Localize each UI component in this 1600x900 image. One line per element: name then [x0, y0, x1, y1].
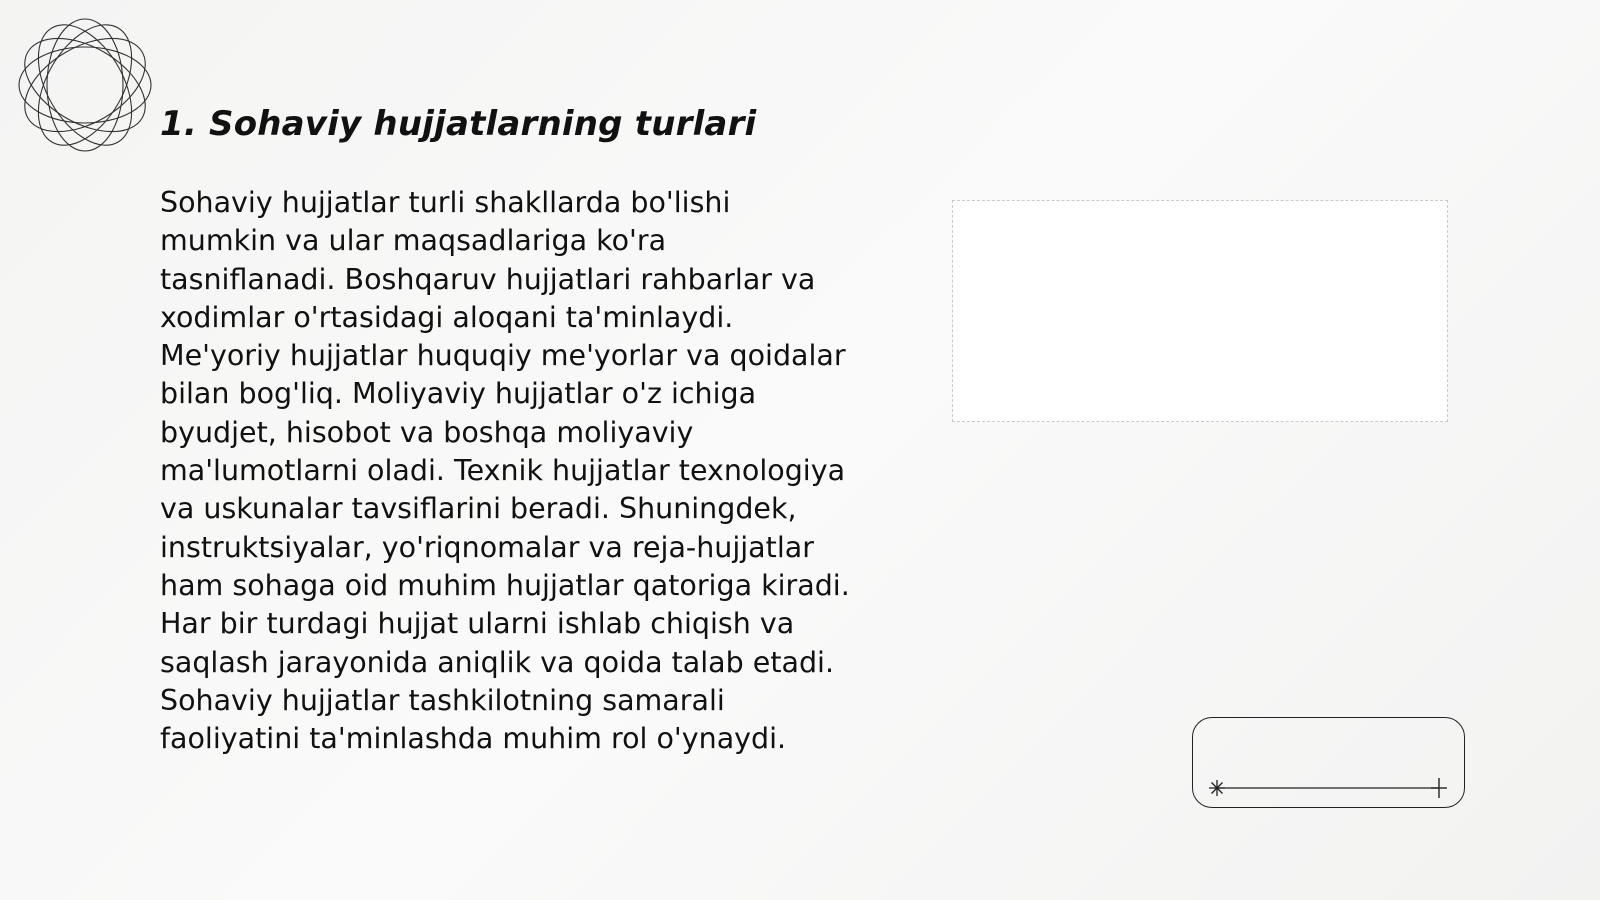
slide-body-text: Sohaviy hujjatlar turli shakllarda bo'lishi mumkin va ular maqsadlariga ko'ra tasniflanadi. Boshqaruv hujjatlari rahbarlar va xodimlar o'rtasidagi aloqani ta'minlaydi. Me'yoriy hujjatlar huquqiy me'yorlar va qoidalar bilan bog'liq. Moliyaviy hujjatlar o'z ichiga byudjet, hisobot va boshqa moliyaviy ma'lumotlarni oladi. Texnik hujjatlar texnologiya va uskunalar tavsiflarini beradi. Shuningdek, instruktsiyalar, yo'riqnomalar va reja-hujjatlar ham sohaga oid muhim hujjatlar qatoriga kiradi. Har bir turdagi hujjat ularni ishlab chiqish va saqlash jarayonida aniqlik va qoida talab etadi. Sohaviy hujjatlar tashkilotning samarali faoliyatini ta'minlashda muhim rol o'ynaydi.: [160, 186, 850, 756]
image-placeholder: [952, 200, 1448, 422]
decorative-slider: [1192, 717, 1465, 808]
slide-title: 1. Sohaviy hujjatlarning turlari: [160, 104, 757, 144]
circular-line-ornament-icon: [10, 10, 160, 160]
plus-icon: [1431, 778, 1447, 798]
sparkle-icon: [1209, 780, 1225, 796]
